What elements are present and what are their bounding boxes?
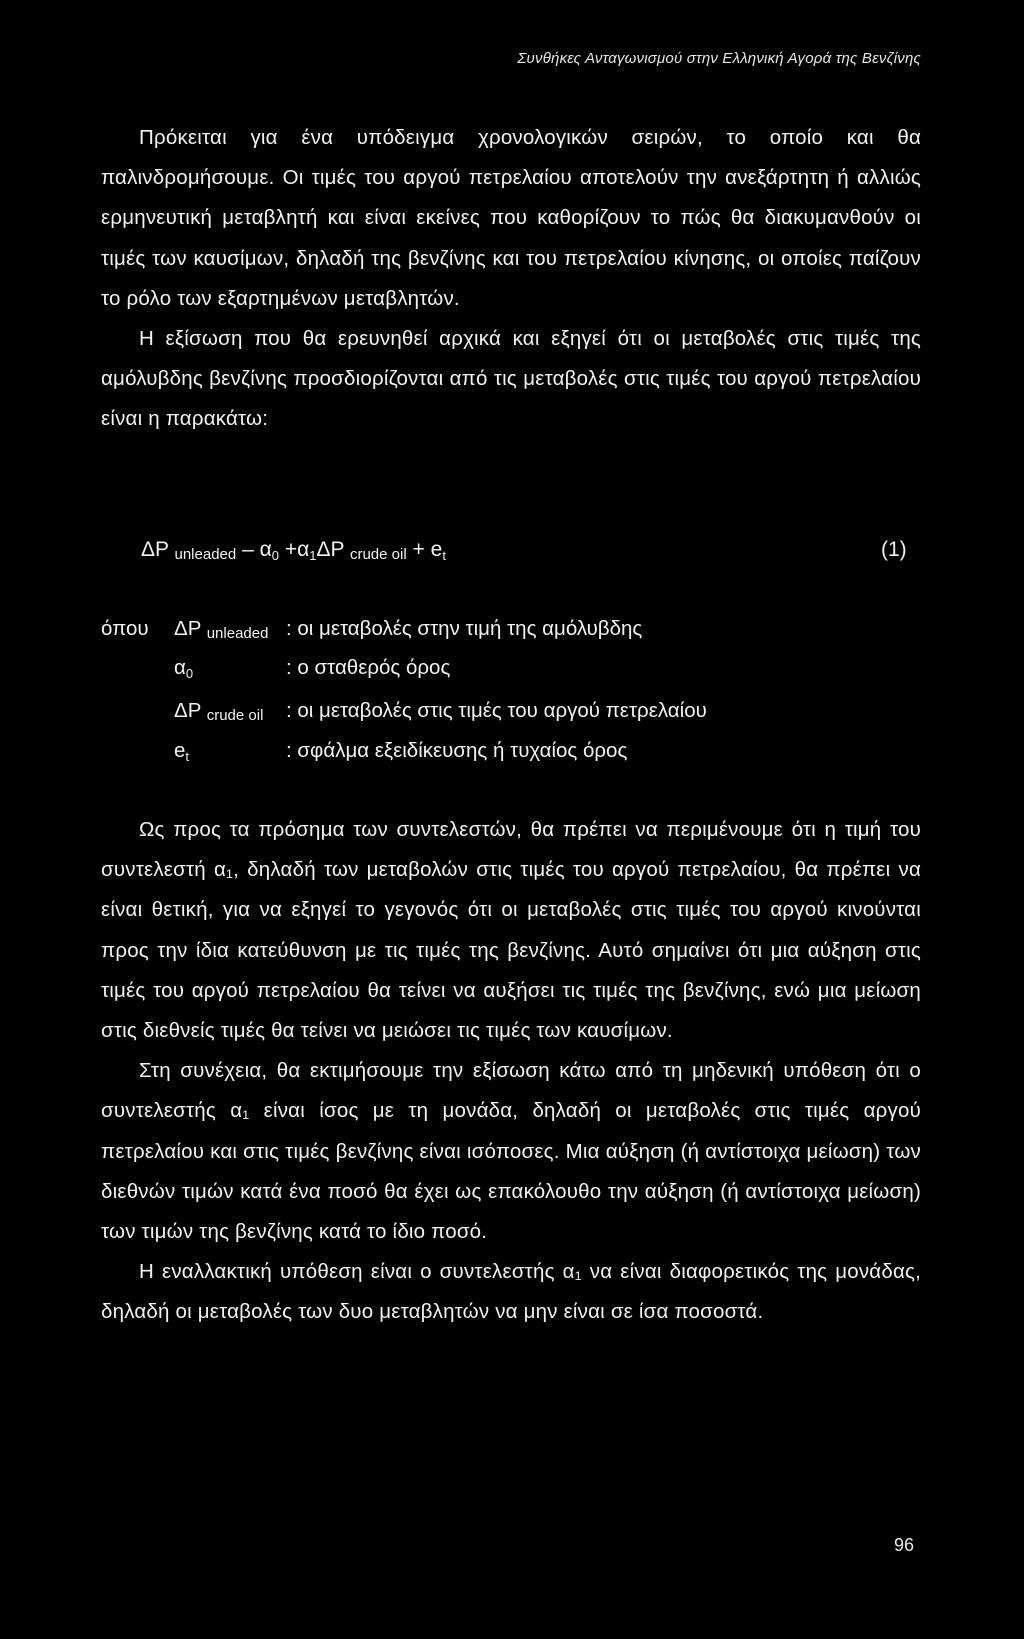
equation-lhs-subscript: unleaded [174, 546, 237, 563]
equation [141, 538, 446, 563]
definition-description: : σφάλμα εξειδίκευσης ή τυχαίος όρος [286, 739, 628, 762]
page-number: 96 [894, 1535, 915, 1555]
definition-term [174, 656, 193, 681]
running-header: Συνθήκες Ανταγωνισμού στην Ελληνική Αγορά της Βενζίνης [517, 50, 921, 67]
equation-alpha0: α [259, 538, 272, 561]
paragraph: Στη συνέχεια, θα εκτιμήσουμε την εξίσωση κάτω από τη μηδενική υπόθεση ότι ο συντελεστής α₁ είναι ίσος με τη μονάδα, δηλαδή οι μεταβολές στις τιμές αργού πετρελαίου και στις τιμές βενζίνης είναι ισόποσες. Μια αύξηση (ή αντίστοιχα μείωση) των διεθνών τιμών κατά ένα ποσό θα έχει ως επακόλουθο την αύξηση (ή αντίστοιχα μείωση) των τιμών της βενζίνης κατά το ίδιο ποσό. [101, 1059, 921, 1244]
equation-operator: – [242, 538, 254, 561]
definition-term [174, 739, 189, 764]
definitions-lead: όπου [101, 617, 149, 640]
equation-rhs-delta: ΔP [316, 538, 345, 561]
body-text-bottom [101, 810, 921, 1333]
equation-number: (1) [881, 538, 907, 561]
paragraph: Η εναλλακτική υπόθεση είναι ο συντελεστής α₁ να είναι διαφορετικός της μονάδας, δηλαδή οι μεταβολές των δυο μεταβλητών να μην είναι σε ίσα ποσοστά. [101, 1260, 921, 1324]
definition-description: : οι μεταβολές στην τιμή της αμόλυβδης [286, 617, 643, 640]
term-symbol: e [174, 739, 186, 762]
equation-error-subscript: t [442, 548, 446, 563]
equation-plus: + [284, 538, 298, 561]
equation-rhs-subscript: crude oil [349, 546, 407, 563]
equation-error: e [430, 538, 443, 561]
term-symbol: ΔP [174, 699, 201, 722]
term-subscript: crude oil [206, 707, 264, 724]
equation-alpha0-subscript: 0 [271, 548, 279, 563]
term-subscript: unleaded [206, 625, 269, 642]
term-subscript: 0 [185, 666, 194, 681]
term-subscript: t [185, 749, 190, 764]
body-text-top [101, 118, 921, 440]
definition-term [174, 617, 268, 642]
definition-description: : ο σταθερός όρος [286, 656, 451, 679]
term-symbol: ΔP [174, 617, 201, 640]
paragraph: Πρόκειται για ένα υπόδειγμα χρονολογικών σειρών, το οποίο και θα παλινδρομήσουμε. Οι τιμές του αργού πετρελαίου αποτελούν την ανεξάρτητη ή αλλιώς ερμηνευτική μεταβλητή και είναι εκείνες που καθορίζουν το πώς θα διακυμανθούν οι τιμές των καυσίμων, δηλαδή της βενζίνης και του πετρελαίου κίνησης, οι οποίες παίζουν το ρόλο των εξαρτημένων μεταβλητών. [101, 126, 921, 310]
equation-plus: + [412, 538, 425, 561]
term-symbol: α [174, 656, 186, 679]
definition-description: : οι μεταβολές στις τιμές του αργού πετρελαίου [286, 699, 707, 722]
paragraph: Η εξίσωση που θα ερευνηθεί αρχικά και εξηγεί ότι οι μεταβολές στις τιμές της αμόλυβδης βενζίνης προσδιορίζονται από τις μεταβολές στις τιμές του αργού πετρελαίου είναι η παρακάτω: [101, 327, 921, 431]
equation-lhs: ΔP [141, 538, 169, 561]
equation-alpha1: α [297, 538, 310, 561]
paragraph: Ως προς τα πρόσημα των συντελεστών, θα πρέπει να περιμένουμε ότι η τιμή του συντελεστή α₁, δηλαδή των μεταβολών στις τιμές του αργού πετρελαίου, θα πρέπει να είναι θετική, για να εξηγεί το γεγονός ότι οι μεταβολές στις τιμές του αργού κινούνται προς την ίδια κατεύθυνση με τις τιμές της βενζίνης. Αυτό σημαίνει ότι μια αύξηση στις τιμές του αργού πετρελαίου θα τείνει να αυξήσει τις τιμές της βενζίνης, ενώ μια μείωση στις διεθνείς τιμές θα τείνει να μειώσει τις τιμές των καυσίμων. [101, 818, 921, 1043]
equation-alpha1-subscript: 1 [309, 548, 317, 563]
definition-term [174, 699, 263, 724]
